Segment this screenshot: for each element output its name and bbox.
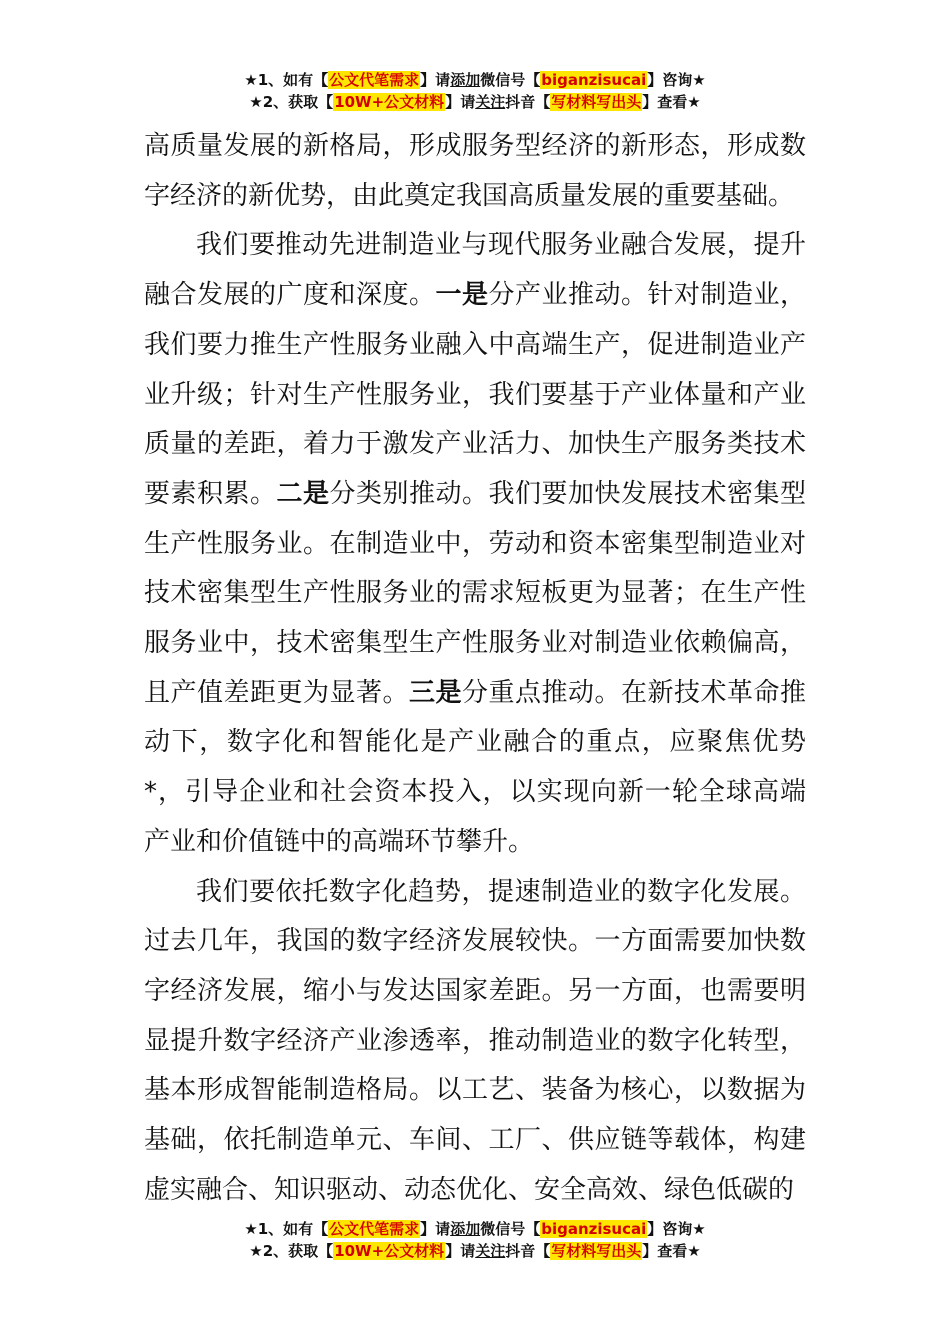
highlight-text: 10W+公文材料 [334, 1242, 445, 1260]
banner-line-1: ★1、如有【公文代笔需求】请添加微信号【biganzisucai】咨询★ [244, 71, 706, 89]
douyin-account: 写材料写出头 [551, 1242, 642, 1260]
bold-marker: 二是 [276, 478, 330, 509]
banner-line-2: ★2、获取【10W+公文材料】请关注抖音【写材料写出头】查看★ [249, 93, 701, 111]
paragraph-1: 高质量发展的新格局，形成服务型经济的新形态，形成数字经济的新优势，由此奠定我国高质量发展的重要基础。 [144, 131, 806, 211]
highlight-text: 公文代笔需求 [329, 71, 420, 89]
footer-banner [0, 1218, 950, 1262]
douyin-account: 写材料写出头 [551, 93, 642, 111]
highlight-text: 10W+公文材料 [334, 93, 445, 111]
banner-line-2: ★2、获取【10W+公文材料】请关注抖音【写材料写出头】查看★ [249, 1242, 701, 1260]
paragraph-3: 我们要依托数字化趋势，提速制造业的数字化发展。过去几年，我国的数字经济发展较快。一方面需要加快数字经济发展，缩小与发达国家差距。另一方面，也需要明显提升数字经济产业渗透率，推动制造业的数字化转型，基本形成智能制造格局。以工艺、装备为核心，以数据为基础，依托制造单元、车间、工厂、供应链等载体，构建虚实融合、知识驱动、动态优化、安全高效、绿色低碳的 [144, 876, 806, 1205]
header-banner [0, 69, 950, 113]
bold-marker: 一是 [435, 280, 489, 311]
bold-marker: 三是 [408, 677, 462, 708]
wechat-id: biganzisucai [541, 1220, 647, 1238]
paragraph-2: 我们要推动先进制造业与现代服务业融合发展，提升融合发展的广度和深度。一是分产业推动。针对制造业，我们要力推生产性服务业融入中高端生产，促进制造业产业升级；针对生产性服务业，我们要基于产业体量和产业质量的差距，着力于激发产业活力、加快生产服务类技术要素积累。二是分类别推动。我们要加快发展技术密集型生产性服务业。在制造业中，劳动和资本密集型制造业对技术密集型生产性服务业的需求短板更为显著；在生产性服务业中，技术密集型生产性服务业对制造业依赖偏高，且产值差距更为显著。三是分重点推动。在新技术革命推动下，数字化和智能化是产业融合的重点，应聚焦优势*，引导企业和社会资本投入，以实现向新一轮全球高端产业和价值链中的高端环节攀升。 [144, 230, 806, 857]
banner-line-1: ★1、如有【公文代笔需求】请添加微信号【biganzisucai】咨询★ [244, 1220, 706, 1238]
document-body [144, 122, 806, 1215]
highlight-text: 公文代笔需求 [329, 1220, 420, 1238]
wechat-id: biganzisucai [541, 71, 647, 89]
